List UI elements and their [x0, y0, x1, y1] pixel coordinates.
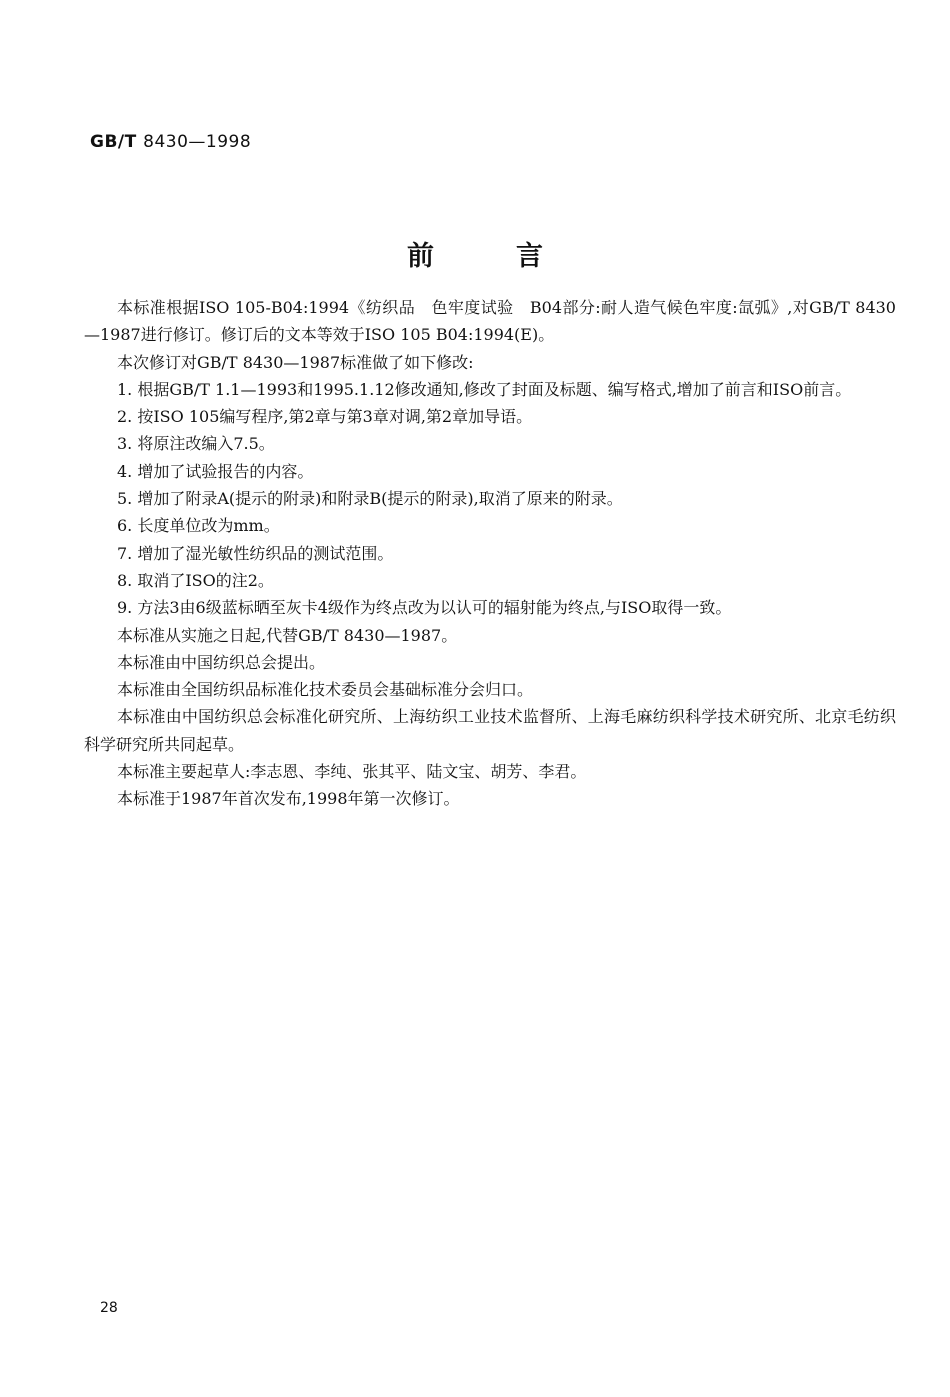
list-item: 8. 取消了ISO的注2。 — [117, 570, 274, 590]
paragraph: 本标准主要起草人:李志恩、李纯、张其平、陆文宝、胡芳、李君。 — [117, 762, 587, 782]
list-item: 4. 增加了试验报告的内容。 — [117, 461, 314, 481]
standard-code-prefix: GB/T — [90, 132, 137, 152]
list-item: 2. 按ISO 105编写程序,第2章与第3章对调,第2章加导语。 — [117, 407, 533, 427]
foreword-body — [84, 294, 896, 813]
list-item: 3. 将原注改编入7.5。 — [117, 434, 275, 454]
standard-code — [90, 132, 251, 152]
list-item: 1. 根据GB/T 1.1—1993和1995.1.12修改通知,修改了封面及标题、编写格式,增加了前言和ISO前言。 — [117, 379, 852, 399]
page-title: 前言 — [407, 241, 625, 272]
paragraph: 本标准由中国纺织总会标准化研究所、上海纺织工业技术监督所、上海毛麻纺织科学技术研究所、北京毛纺织科学研究所共同起草。 — [84, 707, 896, 754]
paragraph: 本标准由中国纺织总会提出。 — [117, 652, 326, 672]
page-number: 28 — [100, 1300, 118, 1316]
list-item: 6. 长度单位改为mm。 — [117, 516, 280, 536]
paragraph: 本标准根据ISO 105-B04:1994《纺织品 色牢度试验 B04部分:耐人造气候色牢度:氙弧》,对GB/T 8430—1987进行修订。修订后的文本等效于ISO 105 B04:1994(E)。 — [84, 298, 896, 345]
paragraph: 本标准于1987年首次发布,1998年第一次修订。 — [117, 789, 460, 809]
list-item: 7. 增加了湿光敏性纺织品的测试范围。 — [117, 543, 394, 563]
paragraph: 本标准从实施之日起,代替GB/T 8430—1987。 — [117, 625, 458, 645]
list-item: 9. 方法3由6级蓝标晒至灰卡4级作为终点改为以认可的辐射能为终点,与ISO取得一致。 — [117, 598, 732, 618]
list-item: 5. 增加了附录A(提示的附录)和附录B(提示的附录),取消了原来的附录。 — [117, 489, 623, 509]
paragraph: 本标准由全国纺织品标准化技术委员会基础标准分会归口。 — [117, 680, 534, 700]
paragraph: 本次修订对GB/T 8430—1987标准做了如下修改: — [117, 352, 474, 372]
standard-code-number: 8430—1998 — [143, 132, 252, 152]
